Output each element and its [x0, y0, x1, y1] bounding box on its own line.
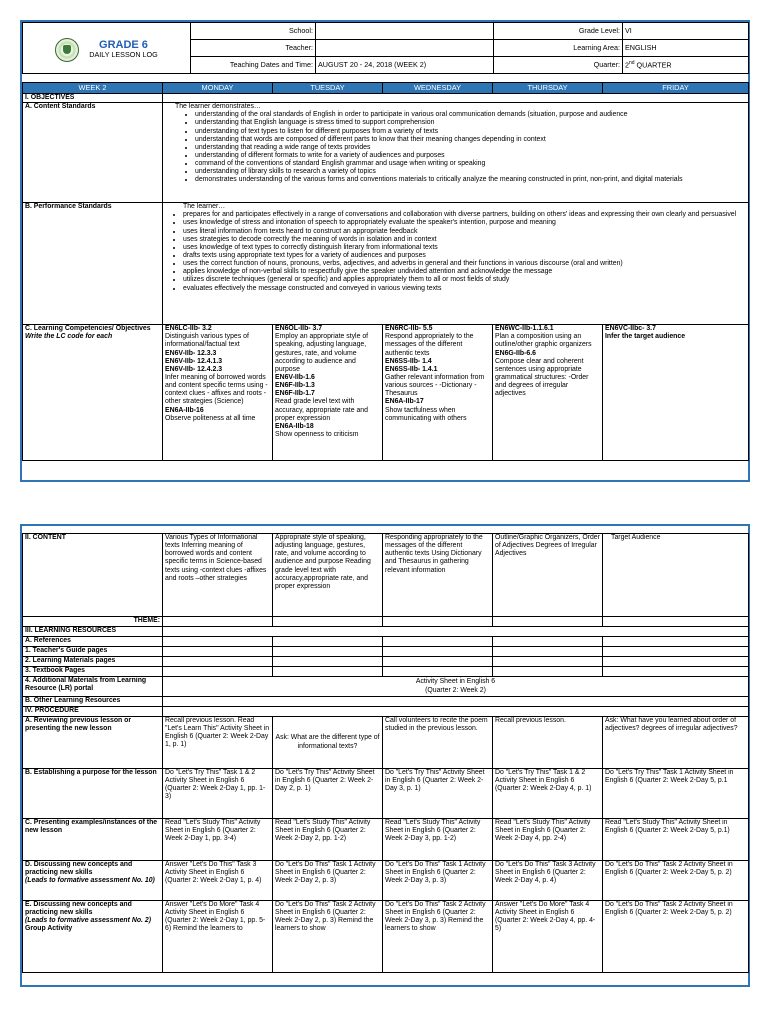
competencies-label: C. Learning Competencies/ Objectives [25, 325, 151, 333]
objectives-table [22, 82, 749, 461]
procedure-a-tuesday [273, 717, 383, 769]
theme-thursday [493, 617, 603, 627]
list-item: • understanding of library skills to research a variety of topics [195, 168, 746, 176]
list-item: • understanding that reading a wide range of texts provides [195, 144, 746, 152]
competency-line: EN6A-IIb-16 [165, 406, 204, 414]
quarter-value [623, 57, 749, 74]
content-procedure-table [22, 533, 749, 973]
competency-line: Read grade level text with accuracy, appropriate rate and proper expression [275, 398, 368, 422]
content-wednesday: Responding appropriately to the messages of the different authentic texts Using Dictionary and Thesaurus in gathering relevant information [383, 534, 493, 617]
competency-line: EN6RC-IIb- 5.5 [385, 325, 433, 333]
procedure-c-label [23, 819, 163, 861]
competency-line: EN6G-IIb-6.6 [495, 349, 536, 357]
references-monday [163, 637, 273, 647]
procedure-e-tuesday: Do "Let's Do This" Task 2 Activity Sheet in English 6 (Quarter 2: Week 2-Day 2, p. 3) Remind the learners to show [273, 901, 383, 973]
procedure-a-tuesday-text: Ask: What are the different type of informational texts? [275, 734, 380, 750]
content-standards-list [195, 111, 746, 184]
performance-standards-label: B. Performance Standards [23, 203, 163, 325]
procedure-spacer [163, 707, 749, 717]
textbook-label: 3. Textbook Pages [23, 667, 163, 677]
performance-standards-list [183, 211, 746, 292]
content-friday-text: Target Audience [611, 534, 661, 541]
procedure-label: IV. PROCEDURE [23, 707, 163, 717]
week-label: WEEK 2 [23, 83, 163, 94]
additional-materials-value [163, 677, 749, 697]
competency-line: Show tactfulness when communicating with others [385, 406, 467, 422]
procedure-c-tuesday: Read "Let's Study This" Activity Sheet in English 6 (Quarter 2: Week 2-Day 2, pp. 1-2) [273, 819, 383, 861]
lesson-log-page-2 [20, 524, 750, 987]
lm-monday [163, 657, 273, 667]
content-standards-intro: The learner demonstrates… [175, 103, 261, 111]
procedure-b-tuesday: Do "Let's Try This" Activity Sheet in English 6 (Quarter 2: Week 2-Day 2, p. 1) [273, 769, 383, 819]
tb-tuesday [273, 667, 383, 677]
theme-tuesday [273, 617, 383, 627]
competency-line: EN6LC-IIb- 3.2 [165, 325, 212, 333]
procedure-c-friday: Read "Let's Study This" Activity Sheet in English 6 (Quarter 2: Week 2-Day 5, p.1) [603, 819, 749, 861]
day-tuesday: TUESDAY [273, 83, 383, 94]
teachers-guide-label: 1. Teacher's Guide pages [23, 647, 163, 657]
lm-wednesday [383, 657, 493, 667]
list-item: • uses strategies to decode correctly the meaning of words in isolation and in context [183, 236, 746, 244]
procedure-e-label [23, 901, 163, 973]
list-item: • uses literal information from texts heard to construct an appropriate feedback [183, 228, 746, 236]
competency-line: EN6F-IIb-1.3 [275, 382, 315, 390]
competency-line: EN6A-IIb-17 [385, 398, 424, 406]
competencies-friday [603, 325, 749, 461]
procedure-b-label [23, 769, 163, 819]
list-item: • understanding that English language is stress timed to support comprehension [195, 119, 746, 127]
references-tuesday [273, 637, 383, 647]
competency-line: EN6SS-IIb- 1.4.1 [385, 365, 438, 373]
theme-wednesday [383, 617, 493, 627]
competencies-label-cell [23, 325, 163, 461]
procedure-e-friday: Do "Let's Do This" Task 2 Activity Sheet in English 6 (Quarter 2: Week 2-Day 5, p. 2) [603, 901, 749, 973]
competency-line: EN6VC-IIbc- 3.7 [605, 325, 656, 333]
references-label: A. References [23, 637, 163, 647]
procedure-d-label [23, 861, 163, 901]
tb-friday [603, 667, 749, 677]
procedure-a-label-text: A. Reviewing previous lesson or presenting the new lesson [25, 717, 132, 733]
procedure-e-thursday: Answer "Let's Do More" Task 4 Activity Sheet in English 6 (Quarter 2: Week 2-Day 4, pp. 4-5) [493, 901, 603, 973]
procedure-e-label-italic: (Leads to formative assessment No. 2) [25, 917, 151, 925]
competencies-wednesday [383, 325, 493, 461]
procedure-e-label-bold: Group Activity [25, 925, 73, 933]
procedure-d-tuesday: Do "Let's Do This" Task 1 Activity Sheet in English 6 (Quarter 2: Week 2-Day 2, p. 3) [273, 861, 383, 901]
competencies-thursday [493, 325, 603, 461]
lesson-log-page-1 [20, 20, 750, 482]
learning-area-label: Learning Area: [494, 40, 623, 57]
competency-line: Employ an appropriate style of speaking, adjusting language, gestures, rate, and volume according to audience and purpose [275, 333, 369, 373]
competency-line: EN6OL-IIb- 3.7 [275, 325, 323, 333]
procedure-e-monday: Answer "Let's Do More" Task 4 Activity Sheet in English 6 (Quarter 2: Week 2-Day 1, pp. 5-6) Remind the learners to [163, 901, 273, 973]
header-table [22, 22, 749, 74]
competency-line: Show openness to criticism [275, 430, 359, 438]
day-wednesday: WEDNESDAY [383, 83, 493, 94]
learning-area-value: ENGLISH [623, 40, 749, 57]
procedure-a-thursday: Recall previous lesson. [493, 717, 603, 769]
table-row [23, 717, 749, 769]
other-resources-value [163, 697, 749, 707]
references-wednesday [383, 637, 493, 647]
content-tuesday: Appropriate style of speaking, adjusting language, gestures, rate, and volume according to audience and purpose Reading grade level text with accuracy,appropriate rate, and proper expression [273, 534, 383, 617]
list-item: • utilizes discrete techniques (general or specific) and applies appropriately them to all or most fields of study [183, 276, 746, 284]
quarter-text: QUARTER [634, 59, 672, 69]
competency-line: Infer the target audience [605, 333, 686, 341]
grade-level-label: Grade Level: [494, 23, 623, 40]
competency-line: EN6V-IIb- 12.4.1.3 [165, 357, 223, 365]
theme-friday [603, 617, 749, 627]
procedure-a-friday: Ask: What have you learned about order of adjectives? degrees of irregular adjectives? [603, 717, 749, 769]
quarter-suffix: nd [629, 59, 635, 66]
table-row [23, 819, 749, 861]
grade-title: GRADE 6 [99, 39, 148, 52]
procedure-d-wednesday: Do "Let's Do This" Task 1 Activity Sheet in English 6 (Quarter 2: Week 2-Day 3, p. 3) [383, 861, 493, 901]
tg-thursday [493, 647, 603, 657]
list-item: • prepares for and participates effectively in a range of conversations and collaboration with diverse partners, building on others' ideas and expressing their own clearly and persuasivel [183, 211, 746, 219]
list-item: • command of the conventions of standard English grammar and usage when writing or speaking [195, 160, 746, 168]
list-item: • uses knowledge of text types to correctly distinguish literary from informational texts [183, 244, 746, 252]
list-item: • understanding that words are composed of different parts to know that their meaning changes depending in context [195, 136, 746, 144]
list-item: • understanding of different formats to write for a variety of audiences and purposes [195, 152, 746, 160]
procedure-d-label-text: D. Discussing new concepts and practicing new skills [25, 861, 133, 877]
content-friday [603, 534, 749, 617]
procedure-d-friday: Do "Let's Do This" Task 2 Activity Sheet in English 6 (Quarter 2: Week 2-Day 5, p. 2) [603, 861, 749, 901]
references-thursday [493, 637, 603, 647]
theme-label: THEME: [23, 617, 163, 627]
quarter-number: 2 [625, 59, 629, 69]
competency-line: EN6WC-IIb-1.1.6.1 [495, 325, 554, 333]
competency-line: Gather relevant information from various sources - -Dictionary -Thesaurus [385, 373, 485, 398]
content-label: II. CONTENT [23, 534, 163, 617]
procedure-c-monday: Read "Let's Study This" Activity Sheet in English 6 (Quarter 2: Week 2-Day 1, pp. 3-4) [163, 819, 273, 861]
other-resources-label: B. Other Learning Resources [23, 697, 163, 707]
tg-monday [163, 647, 273, 657]
tg-tuesday [273, 647, 383, 657]
list-item: • drafts texts using appropriate text types for a variety of audiences and purposes [183, 252, 746, 260]
learning-resources-label: III. LEARNING RESOURCES [23, 627, 163, 637]
competency-line: Distinguish various types of informational/factual text [165, 333, 249, 349]
day-thursday: THURSDAY [493, 83, 603, 94]
lm-tuesday [273, 657, 383, 667]
tb-wednesday [383, 667, 493, 677]
dates-label: Teaching Dates and Time: [191, 57, 316, 74]
teacher-label: Teacher: [191, 40, 316, 57]
procedure-b-thursday: Do "Let's Try This" Task 1 & 2 Activity Sheet in English 6 (Quarter 2: Week 2-Day 4, p. 1) [493, 769, 603, 819]
header-logo-cell [23, 23, 191, 74]
list-item: • understanding of the oral standards of English in order to participate in various oral communication demands (situation, purpose and audience [195, 111, 746, 119]
procedure-b-label-text: B. Establishing a purpose for the lesson [25, 769, 157, 776]
procedure-d-label-italic: (Leads to formative assessment No. 10) [25, 877, 155, 885]
additional-materials-line-1: Activity Sheet in English 6 [415, 678, 496, 686]
procedure-a-wednesday: Call volunteers to recite the poem studied in the previous lesson. [383, 717, 493, 769]
competency-line: Infer meaning of borrowed words and content specific terms using -context clues - affixes and roots -other strategies (Science) [165, 373, 268, 406]
content-standards-label: A. Content Standards [23, 103, 163, 203]
competency-line: Observe politeness at all time [165, 414, 256, 422]
tb-monday [163, 667, 273, 677]
day-monday: MONDAY [163, 83, 273, 94]
objectives-spacer [163, 94, 749, 103]
objectives-label: I. OBJECTIVES [23, 94, 163, 103]
competencies-monday [163, 325, 273, 461]
tg-wednesday [383, 647, 493, 657]
learning-resources-spacer [163, 627, 749, 637]
deped-seal-icon [55, 38, 79, 62]
lm-friday [603, 657, 749, 667]
procedure-b-monday: Do "Let's Try This" Task 1 & 2 Activity Sheet in English 6 (Quarter 2: Week 2-Day 1, pp. 1-3) [163, 769, 273, 819]
lm-thursday [493, 657, 603, 667]
list-item: • applies knowledge of non-verbal skills to respectfully give the speaker undivided attention and acknowledge the message [183, 268, 746, 276]
procedure-c-wednesday: Read "Let's Study This" Activity Sheet in English 6 (Quarter 2: Week 2-Day 3, pp. 1-2) [383, 819, 493, 861]
competencies-sublabel: Write the LC code for each [25, 333, 113, 341]
competency-line: Plan a composition using an outline/other graphic organizers [495, 333, 592, 349]
theme-monday [163, 617, 273, 627]
table-row [23, 861, 749, 901]
procedure-d-thursday: Do "Let's Do This" Task 3 Activity Sheet in English 6 (Quarter 2: Week 2-Day 4, p. 4) [493, 861, 603, 901]
school-label: School: [191, 23, 316, 40]
grade-level-value: VI [623, 23, 749, 40]
competency-line: Respond appropriately to the messages of the different authentic texts [385, 333, 474, 357]
performance-standards-cell [163, 203, 749, 325]
procedure-a-monday: Recall previous lesson. Read "Let's Learn This" Activity Sheet in English 6 (Quarter 2: Week 2-Day 1, p. 1) [163, 717, 273, 769]
quarter-label: Quarter: [494, 57, 623, 74]
list-item: • demonstrates understanding of the various forms and conventions materials to critically analyze the meaning constructed in print, non-print, and digital materials [195, 176, 746, 184]
competency-line: EN6V-IIb-1.6 [275, 373, 315, 381]
content-thursday: Outline/Graphic Organizers, Order of Adjectives Degrees of Irregular Adjectives [493, 534, 603, 617]
procedure-d-monday: Answer "Let's Do This" Task 3 Activity Sheet in English 6 (Quarter 2: Week 2-Day 1, p. 4) [163, 861, 273, 901]
week-header-row [23, 83, 749, 94]
competency-line: EN6F-IIb-1.7 [275, 390, 315, 398]
procedure-b-friday: Do "Let's Try This" Task 1 Activity Sheet in English 6 (Quarter 2: Week 2-Day 5, p.1 [603, 769, 749, 819]
competencies-tuesday [273, 325, 383, 461]
procedure-e-label-text: E. Discussing new concepts and practicing new skills [25, 901, 132, 917]
tg-friday [603, 647, 749, 657]
competency-line: EN6V-IIb- 12.4.2.3 [165, 365, 223, 373]
log-title: DAILY LESSON LOG [89, 50, 158, 60]
teacher-value [316, 40, 494, 57]
competency-line: EN6A-IIb-18 [275, 422, 314, 430]
content-monday: Various Types of Informational texts Inferring meaning of borrowed words and content specific terms in Science-based texts using -context clues -affixes and roots –other strategies [163, 534, 273, 617]
additional-materials-line-2: (Quarter 2: Week 2) [425, 686, 486, 694]
procedure-a-label [23, 717, 163, 769]
list-item: • uses the correct function of nouns, pronouns, verbs, adjectives, and adverbs in general and their functions in various discourse (oral and written) [183, 260, 746, 268]
day-friday: FRIDAY [603, 83, 749, 94]
procedure-c-label-text: C. Presenting examples/instances of the new lesson [25, 819, 158, 835]
additional-materials-label: 4. Additional Materials from Learning Resource (LR) portal [23, 677, 163, 697]
competency-line: Compose clear and coherent sentences using appropriate grammatical structures: -Order and degrees of irregular adjectives [495, 357, 589, 398]
performance-standards-intro: The learner… [183, 203, 226, 211]
tb-thursday [493, 667, 603, 677]
table-row [23, 901, 749, 973]
competency-line: EN6SS-IIb- 1.4 [385, 357, 432, 365]
procedure-c-thursday: Read "Let's Study This" Activity Sheet in English 6 (Quarter 2: Week 2-Day 4, pp. 2-4) [493, 819, 603, 861]
references-friday [603, 637, 749, 647]
list-item: • evaluates effectively the message constructed and conveyed in various viewing texts [183, 285, 746, 293]
school-value [316, 23, 494, 40]
dates-value: AUGUST 20 - 24, 2018 (WEEK 2) [316, 57, 494, 74]
content-standards-cell [163, 103, 749, 203]
learning-materials-label: 2. Learning Materials pages [23, 657, 163, 667]
list-item: • uses knowledge of stress and intonation of speech to appropriately evaluate the speaker's intention, purpose and meaning [183, 219, 746, 227]
list-item: • understanding of text types to listen for different purposes from a variety of texts [195, 128, 746, 136]
procedure-e-wednesday: Do "Let's Do This" Task 2 Activity Sheet in English 6 (Quarter 2: Week 2-Day 3, p. 3) Remind the learners to show [383, 901, 493, 973]
competency-line: EN6V-IIb- 12.3.3 [165, 349, 217, 357]
procedure-b-wednesday: Do "Let's Try This" Activity Sheet in English 6 (Quarter 2: Week 2-Day 3, p. 1) [383, 769, 493, 819]
table-row [23, 769, 749, 819]
